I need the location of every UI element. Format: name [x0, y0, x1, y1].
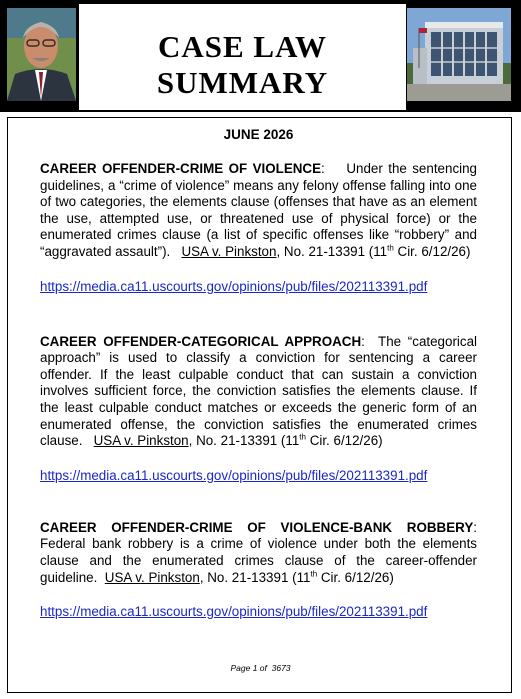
- case-entry: CAREER OFFENDER-CATEGORICAL APPROACH: The “categorical approach” is used to classify a conviction for sentencing a career offender. If the least culpable conduct that can sustain a conviction involves sufficient force, the conviction satisfies the elements clause. If the least culpable conduct matches or exceeds the generic form of an enumerated offense, the conviction satisfies the enumerated crimes clause. USA v. Pinkston, No. 21-13391 (11th Cir. 6/12/26): [40, 333, 478, 449]
- opinion-link[interactable]: https://media.ca11.uscourts.gov/opinions/pub/files/202113391.pdf: [40, 604, 428, 620]
- total-pages: 3673: [271, 663, 291, 673]
- title-line-1: CASE LAW: [157, 29, 328, 64]
- case-citation: , No. 21-13391 (11: [276, 243, 388, 259]
- page-footer: [0, 663, 521, 673]
- opinion-link[interactable]: https://media.ca11.uscourts.gov/opinions/pub/files/202113391.pdf: [40, 278, 428, 294]
- case-entry: CAREER OFFENDER-CRIME OF VIOLENCE: Under the sentencing guidelines, a “crime of violence” means any felony offense falling into one of two categories, the elements clause (offenses that have as an element the use, attempted use, or threatened use of physical force) or the enumerated crimes clause (a list of specific offenses like “robbery” and “aggravated assault”). USA v. Pinkston, No. 21-13391 (11th Cir. 6/12/26): [40, 161, 478, 259]
- entry-heading: CAREER OFFENDER-CATEGORICAL APPROACH: [40, 333, 362, 349]
- case-name: USA v. Pinkston: [181, 243, 277, 259]
- title-box: [79, 4, 406, 110]
- courthouse-photo: [407, 8, 511, 101]
- case-citation-end: Cir. 6/12/26): [317, 569, 394, 585]
- case-name: USA v. Pinkston: [104, 569, 200, 585]
- case-entry: CAREER OFFENDER-CRIME OF VIOLENCE-BANK ROBBERY: Federal bank robbery is a crime of violence under both the elements clause and the enumerated crimes clause of the career-offender guideline. USA v. Pinkston, No. 21-13391 (11th Cir. 6/12/26): [40, 519, 477, 585]
- page-label: Page: [230, 663, 251, 673]
- entry-body: The “categorical approach” is used to classify a conviction for sentencing a career offender. If the least culpable conduct that can sustain a conviction involves sufficient force, the conviction satisfies the elements clause. If the least culpable conduct matches or exceeds the generic form of an enumerated offense, the conviction satisfies the enumerated crimes clause.: [40, 333, 478, 449]
- entry-body: Under the sentencing guidelines, a “crime of violence” means any felony offense falling into one of two categories, the elements clause (offenses that have as an element the use, attempted use, or threatened use of physical force) or the enumerated crimes clause (a list of specific offenses like “robbery” and “aggravated assault”).: [40, 161, 478, 259]
- citation-ordinal: th: [387, 243, 394, 253]
- page-number: 1: [252, 663, 258, 673]
- header-banner: [0, 0, 521, 112]
- case-citation-end: Cir. 6/12/26): [305, 433, 383, 449]
- issue-date: JUNE 2026: [223, 127, 294, 142]
- entry-body: Federal bank robbery is a crime of violence under both the elements clause and the enumerated crimes clause of the career-offender guideline.: [40, 536, 477, 585]
- of-label: of: [259, 663, 267, 673]
- citation-ordinal: th: [299, 432, 306, 442]
- title-line-2: SUMMARY: [156, 65, 329, 100]
- entry-heading: CAREER OFFENDER-CRIME OF VIOLENCE-BANK ROBBERY: [40, 519, 474, 535]
- opinion-link[interactable]: https://media.ca11.uscourts.gov/opinions/pub/files/202113391.pdf: [40, 467, 428, 483]
- citation-ordinal: th: [310, 569, 318, 579]
- case-citation-end: Cir. 6/12/26): [393, 243, 471, 259]
- case-citation: , No. 21-13391 (11: [188, 433, 300, 449]
- case-name: USA v. Pinkston: [93, 433, 189, 449]
- case-citation: , No. 21-13391 (11: [199, 569, 311, 585]
- author-portrait: [7, 8, 76, 101]
- newsletter-content: [40, 126, 477, 621]
- entry-heading: CAREER OFFENDER-CRIME OF VIOLENCE: [40, 161, 322, 176]
